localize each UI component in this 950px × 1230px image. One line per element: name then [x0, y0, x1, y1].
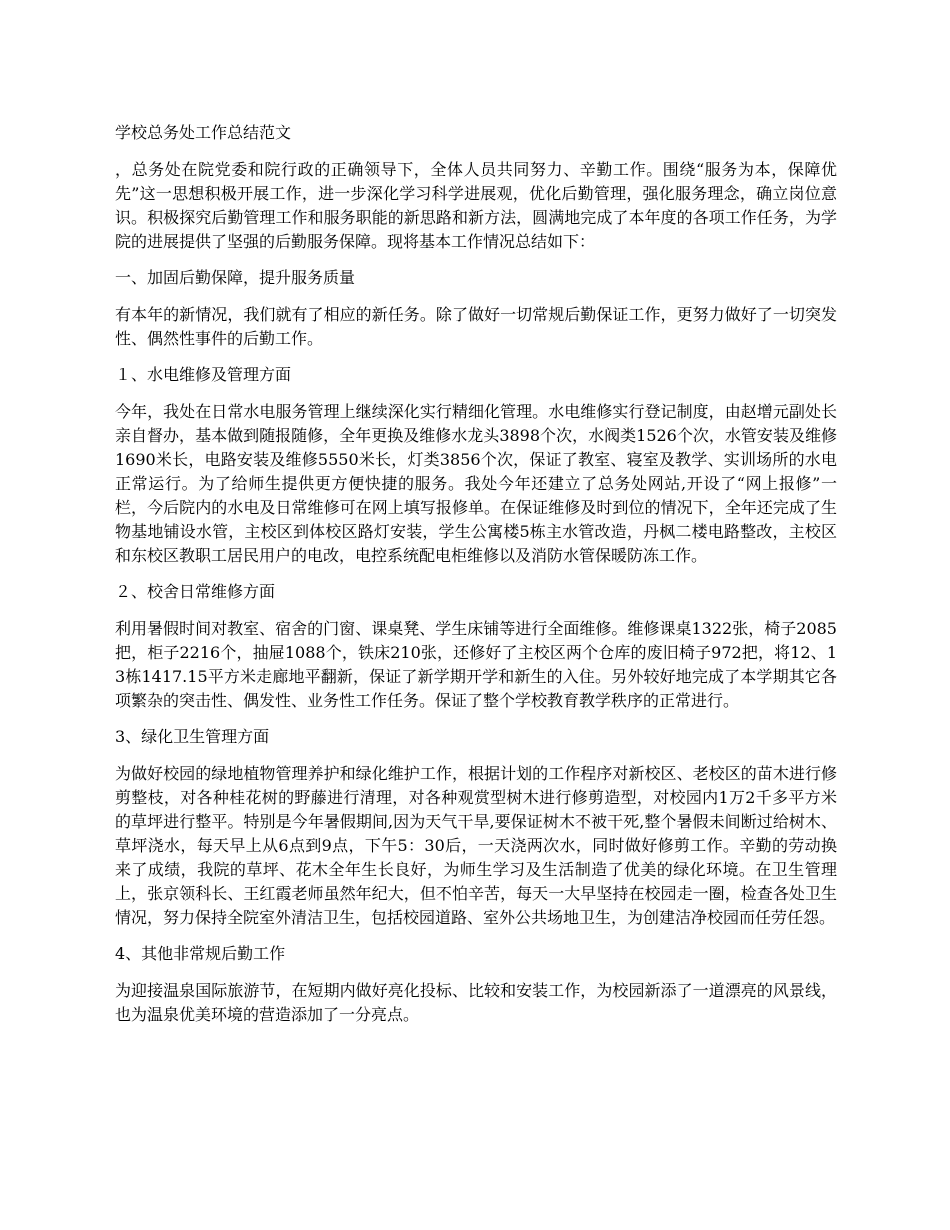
subsection-1-paragraph: 今年，我处在日常水电服务管理上继续深化实行精细化管理。水电维修实行登记制度，由赵增元副处长亲自督办，基本做到随报随修，全年更换及维修水龙头3898个次，水阀类1526个次，水管安装及维修1690米长，电路安装及维修5550米长，灯类3856个次，保证了教室、寝室及教学、实训场所的水电正常运行。为了给师生提供更方便快捷的服务。我处今年还建立了总务处网站,开设了“网上报修”一栏，今后院内的水电及日常维修可在网上填写报修单。在保证维修及时到位的情况下，全年还完成了生物基地铺设水管，主校区到体校区路灯安装，学生公寓楼5栋主水管改造，丹枫二楼电路整改，主校区和东校区教职工居民用户的电改，电控系统配电柜维修以及消防水管保暖防冻工作。	[115, 402, 837, 565]
document-title: 学校总务处工作总结范文	[115, 123, 292, 142]
section-1-heading: 一、加固后勤保障，提升服务质量	[115, 268, 356, 287]
subsection-2-paragraph: 利用暑假时间对教室、宿舍的门窗、课桌凳、学生床铺等进行全面维修。维修课桌1322张，椅子2085把，柜子2216个，抽屉1088个，铁床210张，还修好了主校区两个仓库的废旧椅子972把，将12、13栋1417.15平方米走廊地平翻新，保证了新学期开学和新生的入住。另外较好地完成了本学期其它各项繁杂的突击性、偶发性、业务性工作任务。保证了整个学校教育教学秩序的正常进行。	[115, 619, 837, 710]
intro-paragraph: ，总务处在院党委和院行政的正确领导下，全体人员共同努力、辛勤工作。围绕“服务为本，保障优先”这一思想积极开展工作，进一步深化学习科学进展观，优化后勤管理，强化服务理念，确立岗位意识。积极探究后勤管理工作和服务职能的新思路和新方法，圆满地完成了本年度的各项工作任务，为学院的进展提供了坚强的后勤服务保障。现将基本工作情况总结如下：	[115, 160, 837, 251]
subsection-4-heading: 4、其他非常规后勤工作	[115, 944, 286, 963]
subsection-3-paragraph: 为做好校园的绿地植物管理养护和绿化维护工作，根据计划的工作程序对新校区、老校区的苗木进行修剪整枝，对各种桂花树的野藤进行清理，对各种观赏型树木进行修剪造型，对校园内1万2千多平方米的草坪进行整平。特别是今年暑假期间,因为天气干旱,要保证树木不被干死,整个暑假未间断过给树木、草坪浇水，每天早上从6点到9点，下午5：30后，一天浇两次水，同时做好修剪工作。辛勤的劳动换来了成绩，我院的草坪、花木全年生长良好，为师生学习及生活制造了优美的绿化环境。在卫生管理上，张京领科长、王红霞老师虽然年纪大，但不怕辛苦，每天一大早坚持在校园走一圈，检查各处卫生情况，努力保持全院室外清洁卫生，包括校园道路、室外公共场地卫生，为创建洁净校园而任劳任怨。	[115, 764, 837, 927]
section-1-paragraph: 有本年的新情况，我们就有了相应的新任务。除了做好一切常规后勤保证工作，更努力做好了一切突发性、偶然性事件的后勤工作。	[115, 305, 837, 348]
subsection-4-paragraph: 为迎接温泉国际旅游节，在短期内做好亮化投标、比较和安装工作，为校园新添了一道漂亮的风景线，也为温泉优美环境的营造添加了一分亮点。	[115, 981, 837, 1024]
subsection-1-heading: １、水电维修及管理方面	[115, 365, 292, 384]
document-page	[115, 122, 837, 1040]
subsection-2-heading: ２、校舍日常维修方面	[115, 582, 276, 601]
subsection-3-heading: 3、绿化卫生管理方面	[115, 727, 270, 746]
